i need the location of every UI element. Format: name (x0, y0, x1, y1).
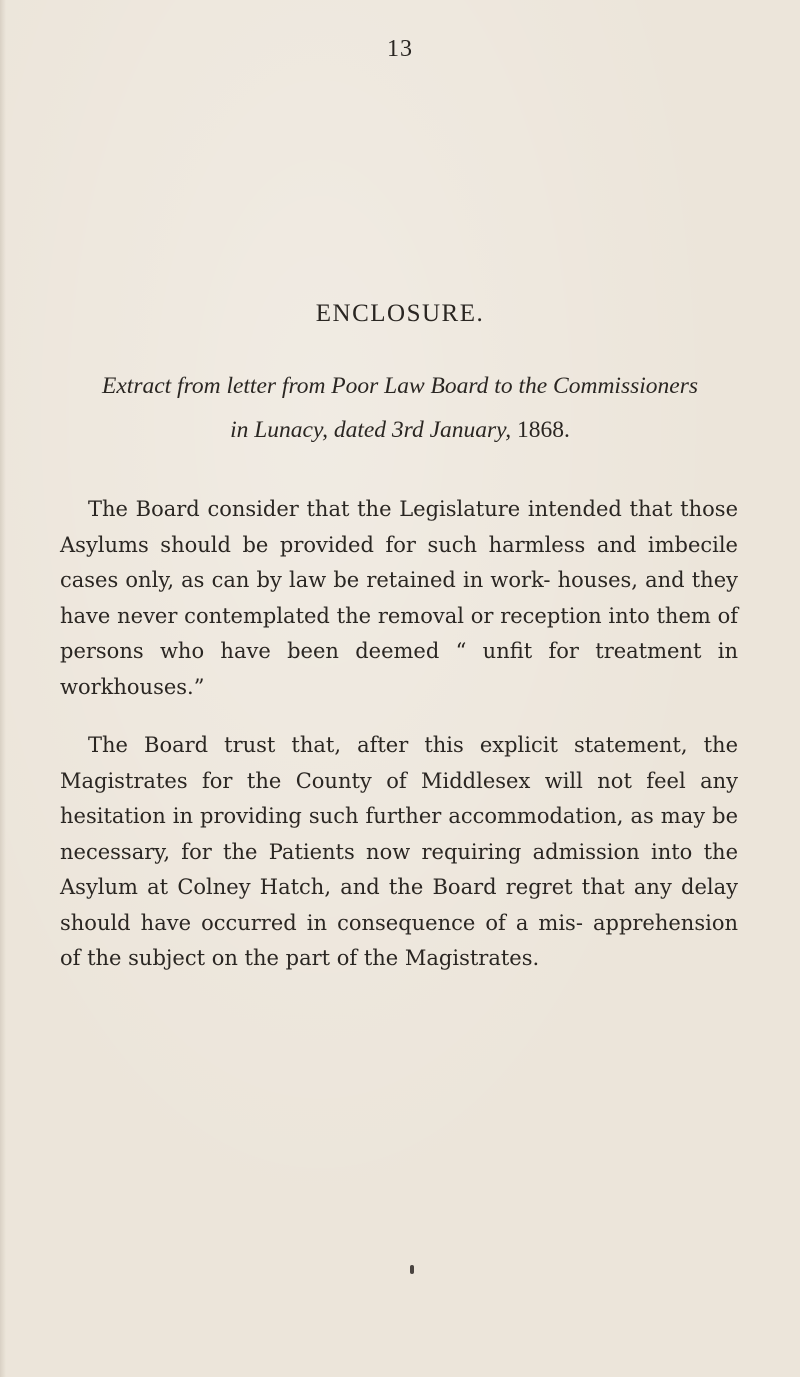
caption-line-2 (60, 408, 740, 452)
caption-year: 1868. (517, 417, 570, 443)
paragraph-1 (60, 492, 738, 705)
page-number: 13 (387, 36, 413, 62)
paragraph-2 (60, 728, 738, 977)
caption-line-2-text: in Lunacy, dated 3rd January, (230, 417, 512, 443)
ink-speck (410, 1265, 414, 1274)
paragraph-1-text: The Board consider that the Legislature intended that those Asylums should be provided for such harmless and imbecile cases only, as can by law be retained in work- houses, and they have never contemplated the removal or reception into them of persons who have been deemed “ unfit for treatment in workhouses.” (60, 497, 738, 699)
page-heading: ENCLOSURE. (315, 300, 485, 327)
extract-caption (60, 364, 740, 452)
page-edge-shadow (0, 0, 6, 1377)
caption-line-1: Extract from letter from Poor Law Board to the Commissioners (102, 373, 698, 399)
paragraph-2-text: The Board trust that, after this explicit statement, the Magistrates for the County of Middlesex will not feel any hesitation in providing such further accommodation, as may be necessary, for the Patients now requiring admission into the Asylum at Colney Hatch, and the Board regret that any delay should have occurred in consequence of a mis- apprehension of the subject on the part of the Magistrates. (60, 733, 738, 970)
